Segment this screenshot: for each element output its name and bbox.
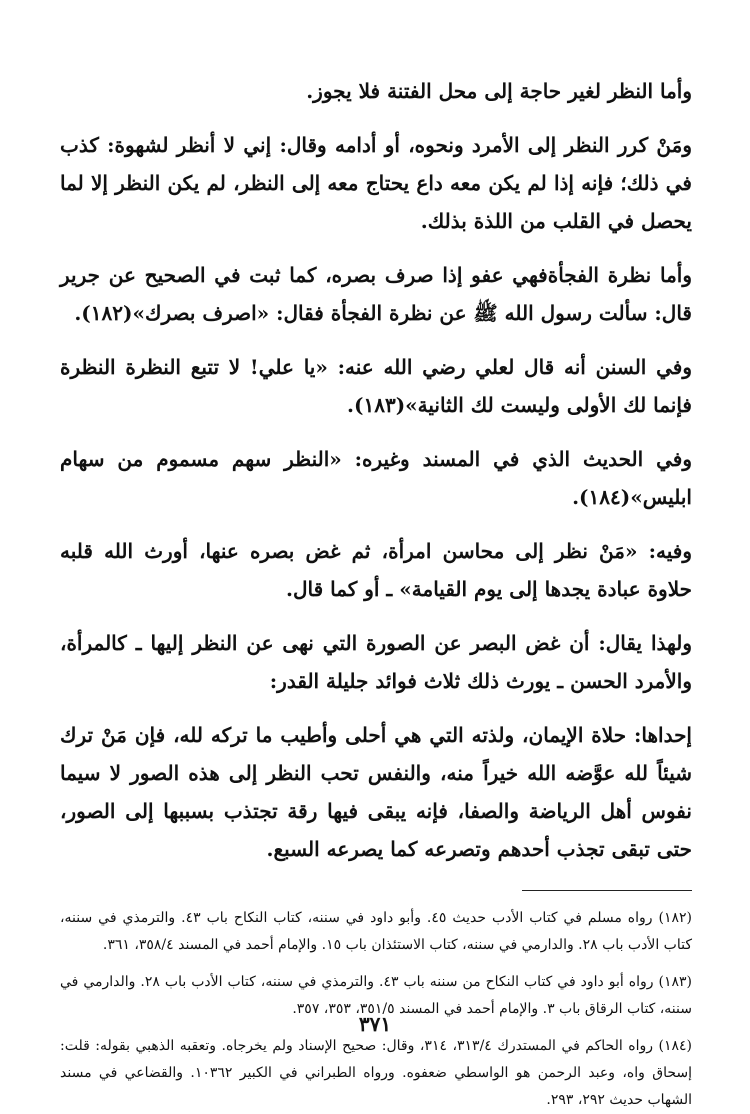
paragraph-2: ومَنْ كرر النظر إلى الأمرد ونحوه، أو أدامه وقال: إني لا أنظر لشهوة: كذب في ذلك؛ فإنه إذا لم يكن معه داع يحتاج معه إلى النظر، لم يكن النظر إلا لما يحصل في القلب من اللذة بذلك. <box>60 133 692 233</box>
paragraph-3: وأما نظرة الفجأةفهي عفو إذا صرف بصره، كما ثبت في الصحيح عن جرير قال: سألت رسول الله ﷺ عن نظرة الفجأة فقال: «اصرف بصرك»(١٨٢). <box>60 263 692 325</box>
paragraph-4: وفي السنن أنه قال لعلي رضي الله عنه: «يا علي! لا تتبع النظرة النظرة فإنما لك الأولى وليست لك الثانية»(١٨٣). <box>60 355 692 417</box>
paragraph-1: وأما النظر لغير حاجة إلى محل الفتنة فلا يجوز. <box>306 79 692 103</box>
footnote-184: (١٨٤) رواه الحاكم في المستدرك ٣١٣/٤، ٣١٤، وقال: صحيح الإسناد ولم يخرجاه. وتعقبه الذهبي بقوله: قلت: إسحاق واه، وعبد الرحمن هو الواسطي ضعفوه. ورواه الطبراني في الكبير ١٠٣٦٢. والقضاعي في مسند الشهاب حديث ٢٩٢، ٢٩٣. <box>60 1038 693 1108</box>
paragraph-6: وفيه: «مَنْ نظر إلى محاسن امرأة، ثم غض بصره عنها، أورث الله قلبه حلاوة عبادة يجدها إلى يوم القيامة» ـ أو كما قال. <box>60 539 692 601</box>
footnote-182: (١٨٢) رواه مسلم في كتاب الأدب حديث ٤٥. وأبو داود في سننه، كتاب النكاح باب ٤٣. والترمذي في سننه، كتاب الأدب باب ٢٨. والدارمي في سننه، كتاب الاستئذان باب ١٥. والإمام أحمد في المسند ٣٥٨/٤، ٣٦١. <box>60 910 692 953</box>
main-text <box>60 72 692 868</box>
footnote-divider <box>522 890 692 891</box>
paragraph-8: إحداها: حلاة الإيمان، ولذته التي هي أحلى وأطيب ما تركه لله، فإن مَنْ ترك شيئاً لله عوَّضه الله خيراً منه، والنفس تحب النظر إلى هذه الصور لا سيما نفوس أهل الرياضة والصفا، فإنه يبقى فيها رقة تجتذب بسببها إلى الصور، حتى تبقى تجذب أحدهم وتصرعه كما يصرعه السبع. <box>60 723 692 861</box>
page-number: ٣٧١ <box>358 1012 392 1036</box>
paragraph-7: ولهذا يقال: أن غض البصر عن الصورة التي نهى عن النظر إليها ـ كالمرأة، والأمرد الحسن ـ يورث ذلك ثلاث فوائد جليلة القدر: <box>60 631 692 693</box>
footnotes <box>60 905 692 1114</box>
footnote-183: (١٨٣) رواه أبو داود في كتاب النكاح من سننه باب ٤٣. والترمذي في سننه، كتاب الأدب باب ٢٨. والدارمي في سننه، كتاب الرقاق باب ٣. والإمام أحمد في المسند ٣٥١/٥، ٣٥٣، ٣٥٧. <box>60 974 692 1017</box>
paragraph-5: وفي الحديث الذي في المسند وغيره: «النظر سهم مسموم من سهام ابليس»(١٨٤). <box>60 447 692 509</box>
